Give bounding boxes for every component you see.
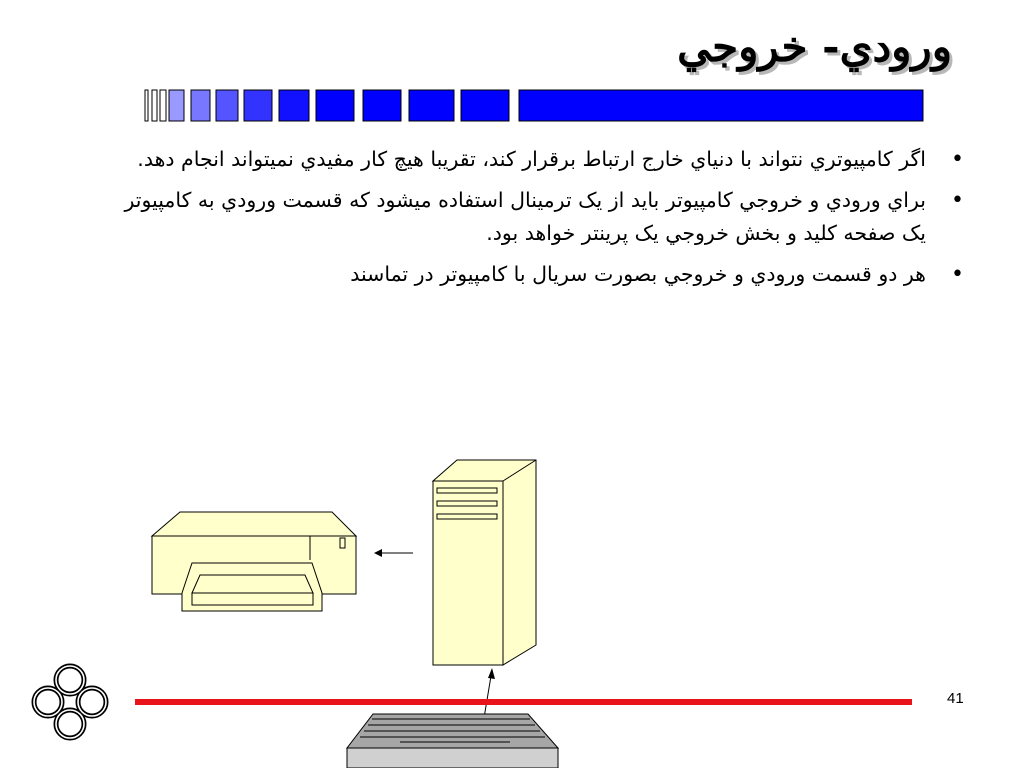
computer-tower-icon <box>433 460 536 665</box>
slide-title: ورودي- خروجي <box>677 22 952 71</box>
arrow-to-computer <box>484 668 495 718</box>
printer-icon <box>152 512 356 611</box>
keyboard-icon <box>347 714 558 768</box>
bullet-item: • اگر کامپيوتري نتواند با دنياي خارج ارتباط برقرار کند، تقريبا هيچ کار مفيدي نميتواند انجام دهد. <box>95 143 964 175</box>
knot-logo-icon <box>28 660 112 744</box>
page-number: 41 <box>947 690 964 707</box>
bullet-item: • براي ورودي و خروجي کامپيوتر بايد از يک ترمينال استفاده ميشود که قسمت ورودي به کامپيوتر يک صفحه کليد و بخش خروجي يک پرينتر خواهد بود. <box>95 184 964 249</box>
arrow-to-printer <box>374 549 413 557</box>
bullet-item: • هر دو قسمت ورودي و خروجي بصورت سريال با کامپيوتر در تماسند <box>95 258 964 290</box>
footer-divider <box>135 699 912 705</box>
